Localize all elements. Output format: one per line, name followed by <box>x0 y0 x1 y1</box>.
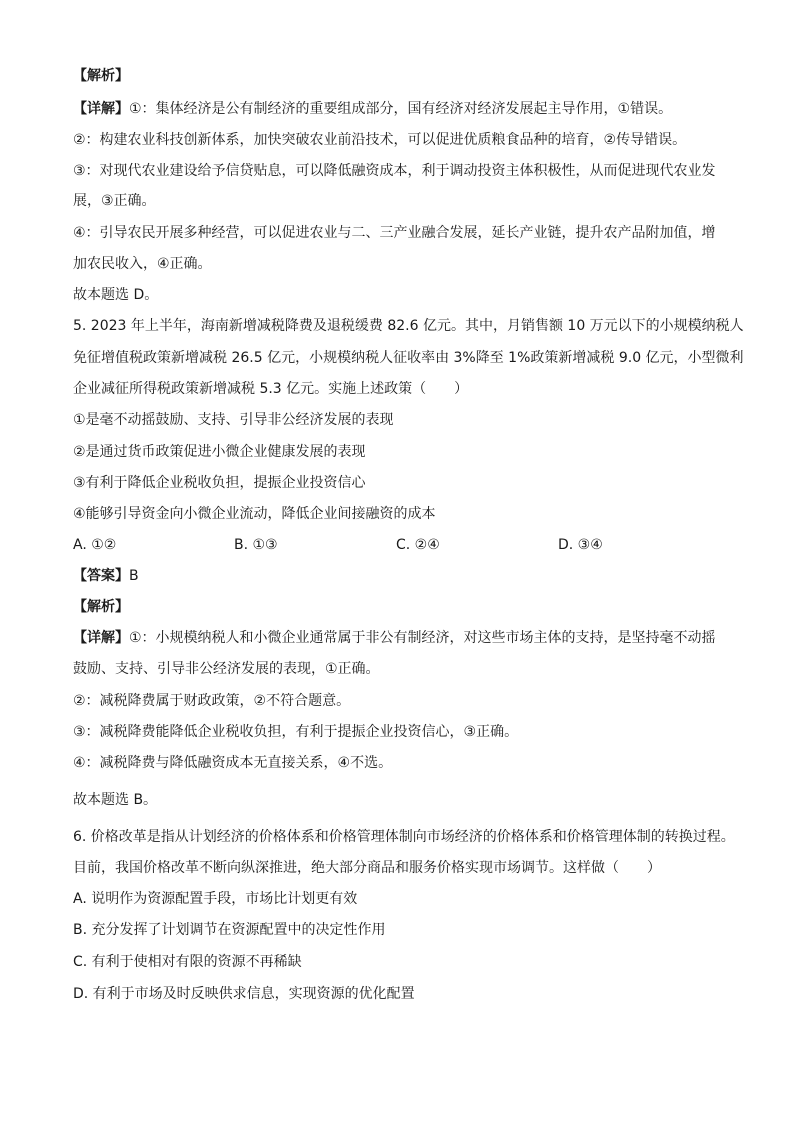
q5-analysis-tag: 【解析】 <box>73 599 129 615</box>
q5-stem-line-2: 免征增值税政策新增减税 26.5 亿元，小规模纳税人征收率由 3%降至 1%政策新增减税 9.0 亿元，小型微利 <box>73 350 744 366</box>
q4-detail-line-2: ②：构建农业科技创新体系，加快突破农业前沿技术，可以促进优质粮食品种的培育，②传导错误。 <box>73 132 687 148</box>
q4-conclusion: 故本题选 D。 <box>73 287 159 303</box>
q5-stem-line-3: 企业减征所得税政策新增减税 5.3 亿元。实施上述政策（ ） <box>73 381 469 397</box>
q5-detail-line-2: ②：减税降费属于财政政策，②不符合题意。 <box>73 693 351 709</box>
q5-item-1: ①是毫不动摇鼓励、支持、引导非公经济发展的表现 <box>73 412 394 428</box>
q5-detail-line-1b: 鼓励、支持、引导非公经济发展的表现，①正确。 <box>73 661 380 677</box>
q4-detail-line-3a: ③：对现代农业建设给予信贷贴息，可以降低融资成本，利于调动投资主体积极性，从而促进现代农业发 <box>73 163 716 179</box>
q6-option-d: D. 有利于市场及时反映供求信息，实现资源的优化配置 <box>73 986 415 1002</box>
q5-conclusion: 故本题选 B。 <box>73 792 158 808</box>
q5-detail-line-4: ④：减税降费与降低融资成本无直接关系，④不选。 <box>73 755 393 771</box>
q6-stem-line-1: 6. 价格改革是指从计划经济的价格体系和价格管理体制向市场经济的价格体系和价格管理体制的转换过程。 <box>73 829 735 845</box>
q4-detail-line-3b: 展，③正确。 <box>73 193 156 209</box>
q4-detail-line-1: 【详解】①：集体经济是公有制经济的重要组成部分，国有经济对经济发展起主导作用，①错误。 <box>73 101 673 117</box>
q5-option-c: C. ②④ <box>396 537 440 553</box>
q4-detail-line-4a: ④：引导农民开展多种经营，可以促进农业与二、三产业融合发展，延长产业链，提升农产品附加值，增 <box>73 225 716 241</box>
q6-option-a: A. 说明作为资源配置手段，市场比计划更有效 <box>73 891 358 907</box>
q5-item-3: ③有利于降低企业税收负担，提振企业投资信心 <box>73 475 366 491</box>
q5-detail-tag: 【详解】 <box>73 630 129 646</box>
q5-detail-line-3: ③：减税降费能降低企业税收负担，有利于提振企业投资信心，③正确。 <box>73 724 519 740</box>
answer-tag: 【答案】 <box>73 568 129 584</box>
detail-tag: 【详解】 <box>73 101 129 117</box>
q5-stem-line-1: 5. 2023 年上半年，海南新增减税降费及退税缓费 82.6 亿元。其中，月销售额 10 万元以下的小规模纳税人 <box>73 318 744 334</box>
q5-option-d: D. ③④ <box>558 537 603 553</box>
q6-stem-line-2: 目前，我国价格改革不断向纵深推进，绝大部分商品和服务价格实现市场调节。这样做（ ） <box>73 860 661 876</box>
q6-option-b: B. 充分发挥了计划调节在资源配置中的决定性作用 <box>73 922 386 938</box>
q5-item-4: ④能够引导资金向小微企业流动，降低企业间接融资的成本 <box>73 506 436 522</box>
q5-option-a: A. ①② <box>73 537 117 553</box>
q5-answer: 【答案】B <box>73 568 139 584</box>
q5-item-2: ②是通过货币政策促进小微企业健康发展的表现 <box>73 444 366 460</box>
q6-option-c: C. 有利于使相对有限的资源不再稀缺 <box>73 954 302 970</box>
q5-detail-line-1a: 【详解】①：小规模纳税人和小微企业通常属于非公有制经济，对这些市场主体的支持，是坚持毫不动摇 <box>73 630 716 646</box>
q5-option-b: B. ①③ <box>234 537 278 553</box>
q4-detail-line-4b: 加农民收入，④正确。 <box>73 256 212 272</box>
analysis-tag: 【解析】 <box>73 68 129 84</box>
